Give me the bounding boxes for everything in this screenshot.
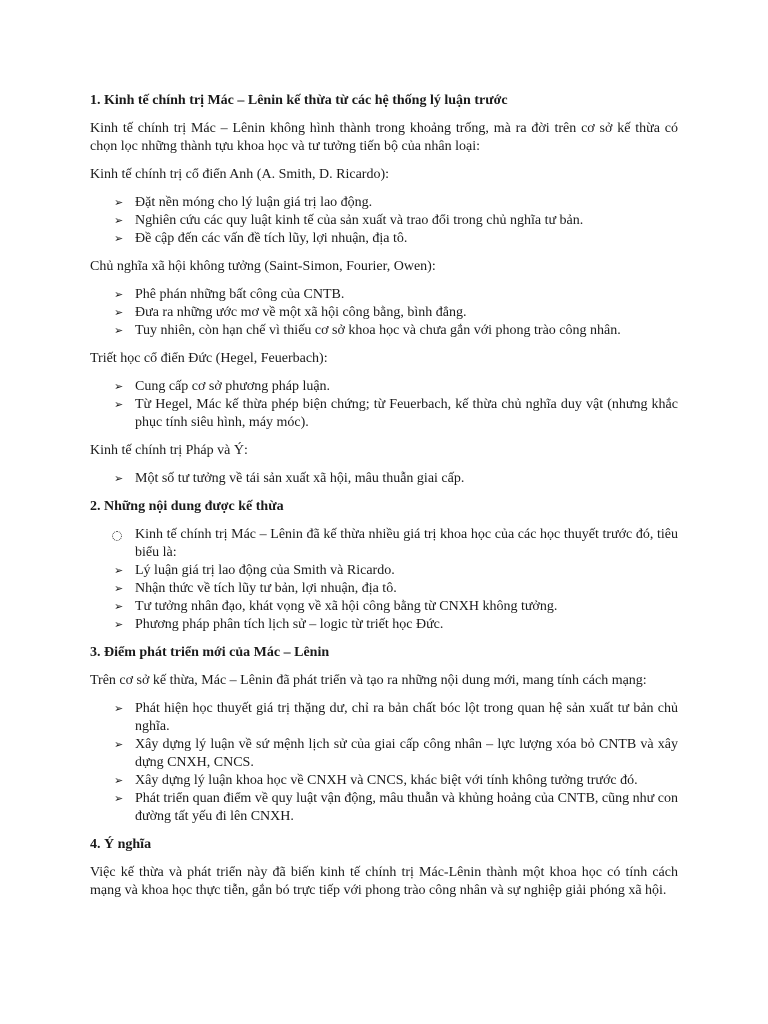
section-3-list	[90, 700, 678, 826]
section-4-paragraph: Việc kế thừa và phát triển này đã biến kinh tế chính trị Mác-Lênin thành một khoa học có tính cách mạng và khoa học thực tiễn, gắn bó trực tiếp với phong trào công nhân và sự nghiệp giải phóng xã hội.	[90, 865, 678, 898]
arrow-bullet-icon: ➢	[114, 380, 124, 393]
section-1-intro: Kinh tế chính trị Mác – Lênin không hình thành trong khoảng trống, mà ra đời trên cơ sở kế thừa có chọn lọc những thành tựu khoa học và tư tưởng tiến bộ của nhân loại:	[90, 121, 678, 154]
group-english-title: Kinh tế chính trị cổ điển Anh (A. Smith, D. Ricardo):	[90, 167, 390, 182]
arrow-bullet-icon: ➢	[114, 792, 124, 805]
list-item: ➢ Phương pháp phân tích lịch sử – logic từ triết học Đức.	[114, 617, 444, 632]
list-item: ➢ Phê phán những bất công của CNTB.	[114, 287, 345, 302]
list-item: ➢ Phát triển quan điểm về quy luật vận động, mâu thuẫn và khủng hoảng của CNTB, cũng như con đường tất yếu đi lên CNXH.	[114, 791, 678, 824]
group-german-list	[90, 378, 678, 432]
arrow-bullet-icon: ➢	[114, 702, 124, 715]
section-2-heading: 2. Những nội dung được kế thừa	[90, 499, 284, 514]
section-2-list	[90, 526, 678, 634]
arrow-bullet-icon: ➢	[114, 618, 124, 631]
dotted-circle-bullet-icon	[112, 531, 122, 541]
list-item: ➢ Từ Hegel, Mác kế thừa phép biện chứng; từ Feuerbach, kế thừa chủ nghĩa duy vật (nhưng khắc phục tính siêu hình, máy móc).	[114, 397, 678, 430]
arrow-bullet-icon: ➢	[114, 288, 124, 301]
group-french-italian-list	[90, 470, 678, 488]
arrow-bullet-icon: ➢	[114, 306, 124, 319]
list-item: ➢ Tuy nhiên, còn hạn chế vì thiếu cơ sở khoa học và chưa gắn với phong trào công nhân.	[114, 323, 621, 338]
arrow-bullet-icon: ➢	[114, 232, 124, 245]
arrow-bullet-icon: ➢	[114, 214, 124, 227]
group-german-title: Triết học cổ điển Đức (Hegel, Feuerbach):	[90, 351, 328, 366]
list-item: ➢ Lý luận giá trị lao động của Smith và Ricardo.	[114, 563, 395, 578]
arrow-bullet-icon: ➢	[114, 196, 124, 209]
list-item: ➢ Một số tư tưởng về tái sản xuất xã hội, mâu thuẫn giai cấp.	[114, 471, 465, 486]
arrow-bullet-icon: ➢	[114, 582, 124, 595]
document-page	[90, 92, 678, 910]
section-3-heading: 3. Điểm phát triển mới của Mác – Lênin	[90, 645, 330, 660]
list-item: ➢ Nghiên cứu các quy luật kinh tế của sản xuất và trao đổi trong chủ nghĩa tư bản.	[114, 213, 584, 228]
list-item: ➢ Phát hiện học thuyết giá trị thặng dư, chỉ ra bản chất bóc lột trong quan hệ sản xuất tư bản chủ nghĩa.	[114, 701, 678, 734]
list-item: ➢ Đề cập đến các vấn đề tích lũy, lợi nhuận, địa tô.	[114, 231, 408, 246]
arrow-bullet-icon: ➢	[114, 738, 124, 751]
group-english-list	[90, 194, 678, 248]
section-1-heading: 1. Kinh tế chính trị Mác – Lênin kế thừa từ các hệ thống lý luận trước	[90, 93, 508, 108]
arrow-bullet-icon: ➢	[114, 398, 124, 411]
group-french-italian-title: Kinh tế chính trị Pháp và Ý:	[90, 443, 248, 458]
arrow-bullet-icon: ➢	[114, 472, 124, 485]
list-item: Kinh tế chính trị Mác – Lênin đã kế thừa nhiều giá trị khoa học của các học thuyết trước đó, tiêu biểu là:	[90, 526, 678, 562]
list-item: ➢ Nhận thức về tích lũy tư bản, lợi nhuận, địa tô.	[114, 581, 397, 596]
list-item: ➢ Đặt nền móng cho lý luận giá trị lao động.	[114, 195, 373, 210]
section-3-intro: Trên cơ sở kế thừa, Mác – Lênin đã phát triển và tạo ra những nội dung mới, mang tính cách mạng:	[90, 673, 647, 688]
list-item: ➢ Đưa ra những ước mơ về một xã hội công bằng, bình đẳng.	[114, 305, 467, 320]
list-item: ➢ Xây dựng lý luận về sứ mệnh lịch sử của giai cấp công nhân – lực lượng xóa bỏ CNTB và xây dựng CNXH, CNCS.	[114, 737, 678, 770]
arrow-bullet-icon: ➢	[114, 774, 124, 787]
list-item: ➢ Cung cấp cơ sở phương pháp luận.	[114, 379, 331, 394]
group-utopian-title: Chủ nghĩa xã hội không tưởng (Saint-Simon, Fourier, Owen):	[90, 259, 436, 274]
arrow-bullet-icon: ➢	[114, 564, 124, 577]
arrow-bullet-icon: ➢	[114, 600, 124, 613]
section-4-heading: 4. Ý nghĩa	[90, 837, 152, 852]
list-item: ➢ Tư tưởng nhân đạo, khát vọng về xã hội công bằng từ CNXH không tưởng.	[114, 599, 558, 614]
list-item: ➢ Xây dựng lý luận khoa học về CNXH và CNCS, khác biệt với tính không tưởng trước đó.	[114, 773, 638, 788]
group-utopian-list	[90, 286, 678, 340]
arrow-bullet-icon: ➢	[114, 324, 124, 337]
